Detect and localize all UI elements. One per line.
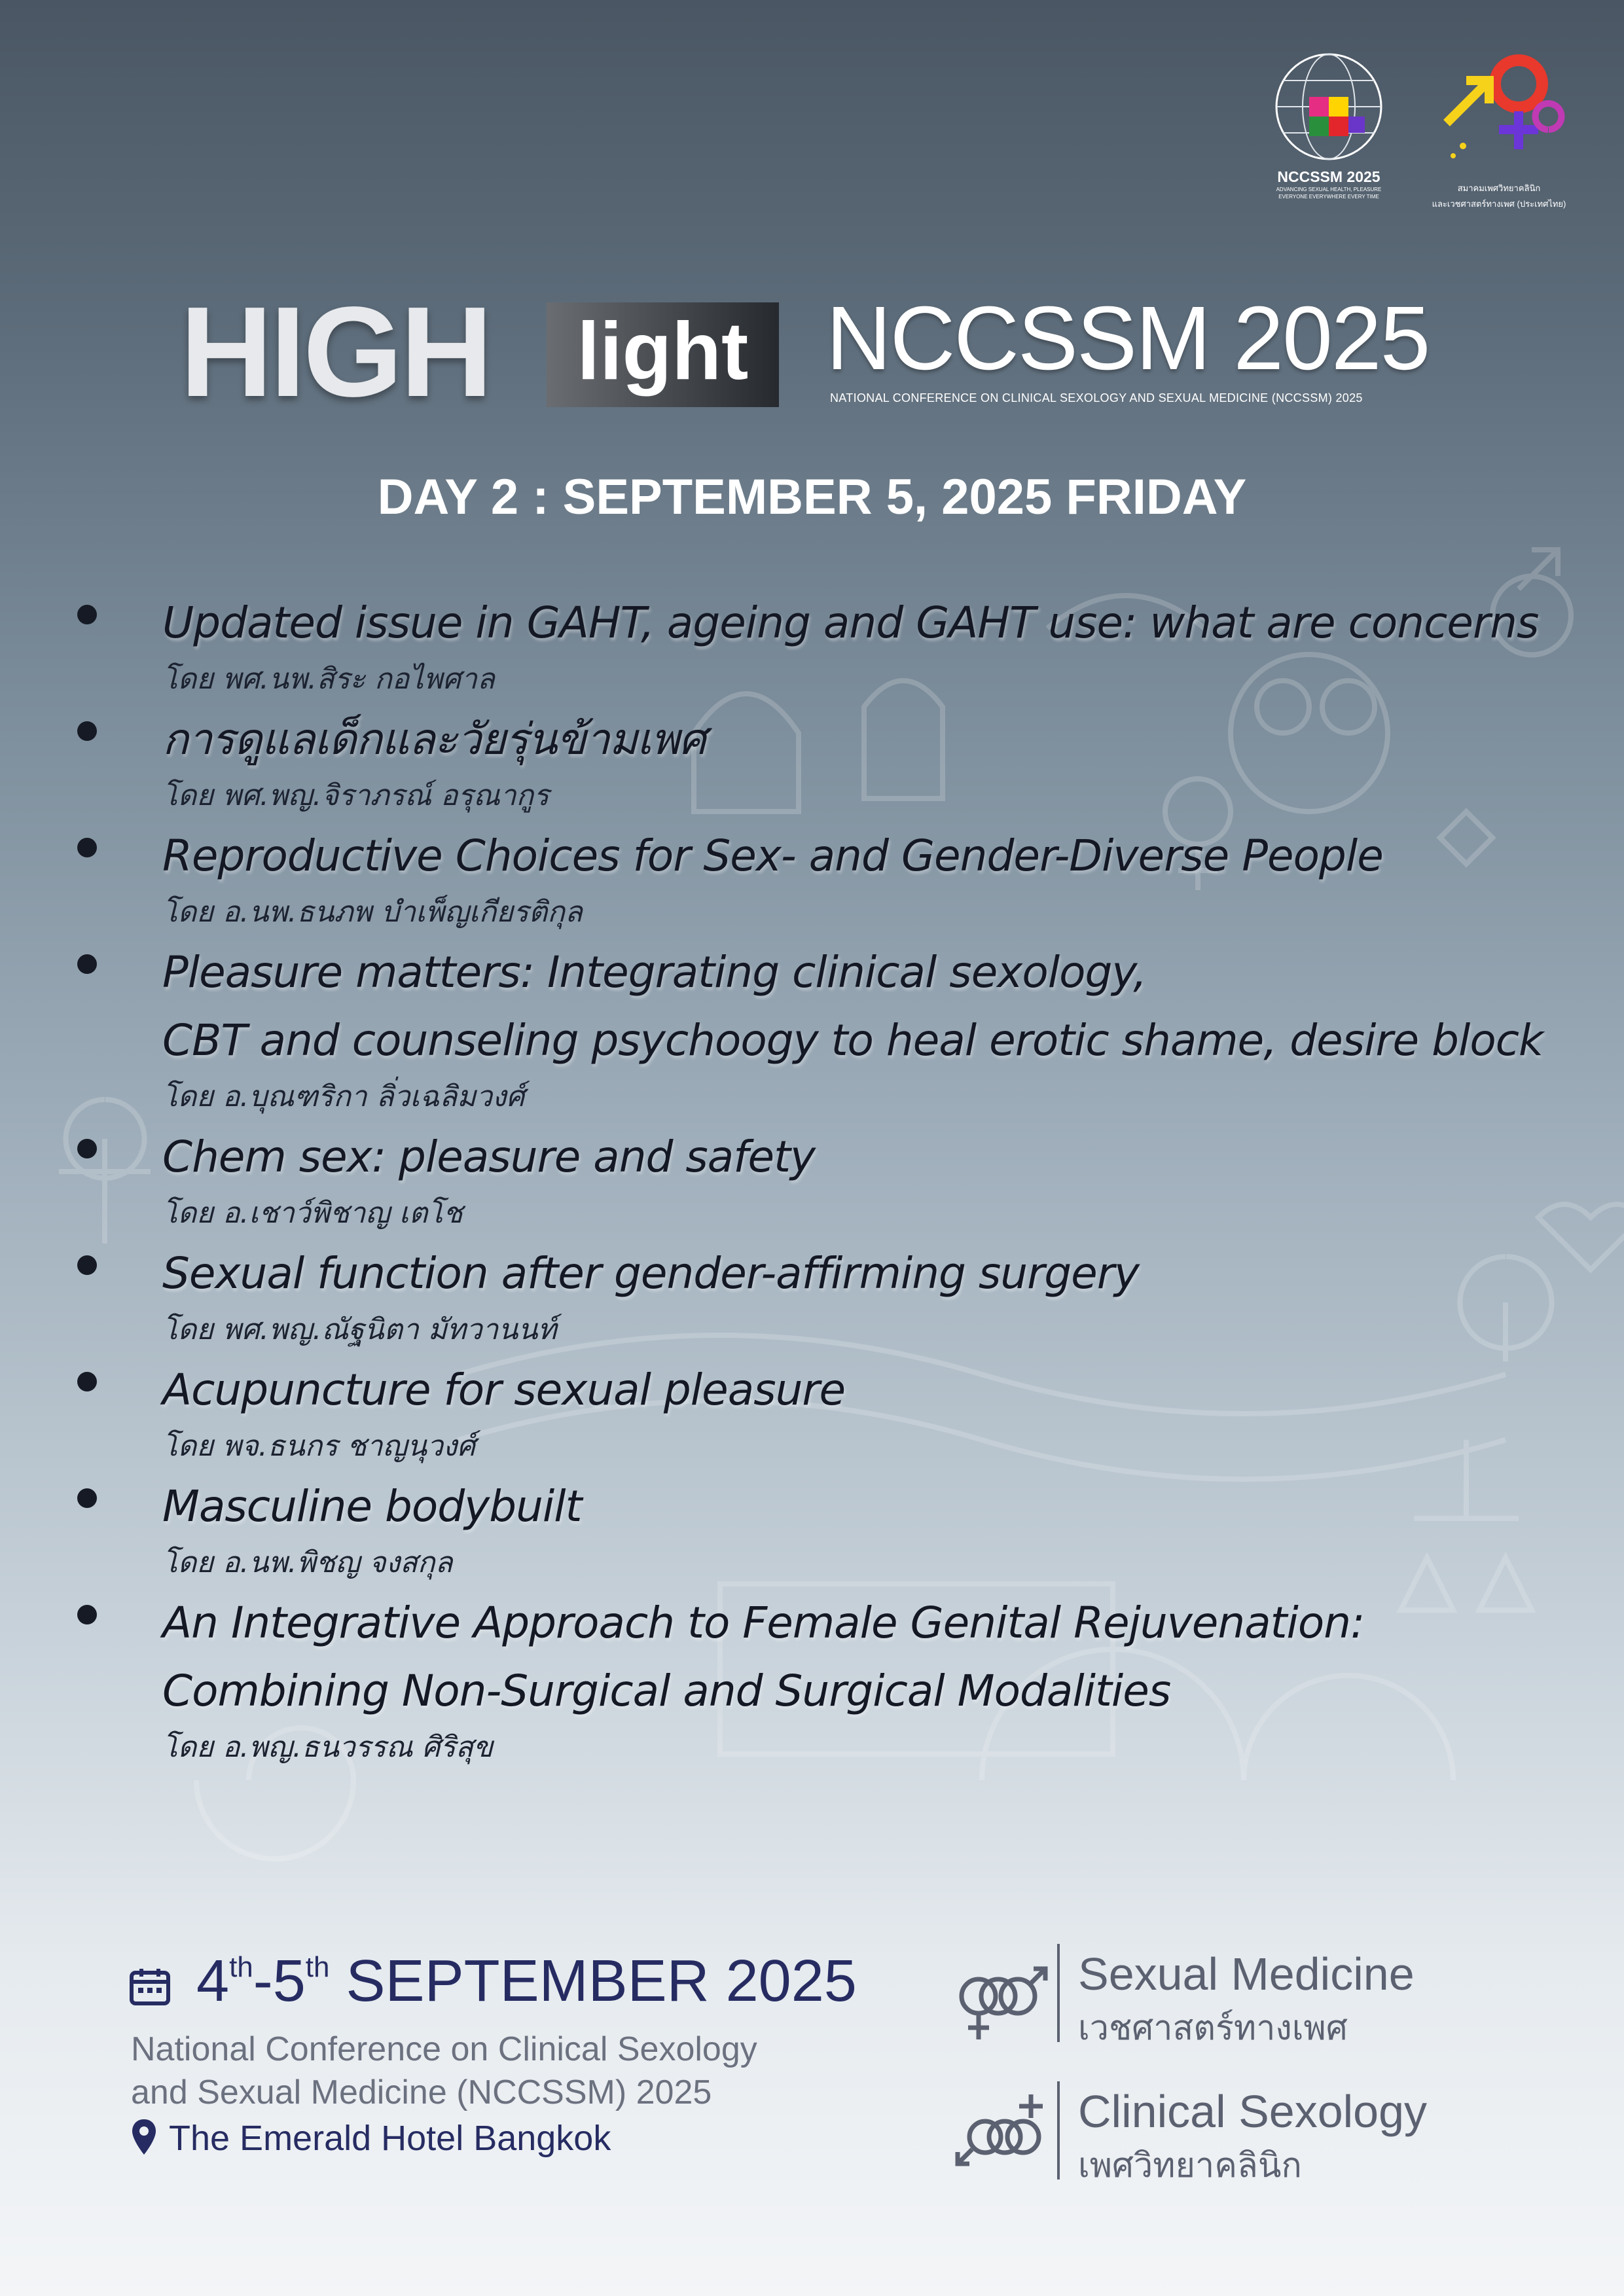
bullet (77, 605, 97, 624)
bullet (77, 1372, 97, 1391)
day-heading: DAY 2 : SEPTEMBER 5, 2025 FRIDAY (377, 469, 1247, 525)
session-item (0, 1473, 1624, 1585)
session-speaker: โดย อ.เชาว์พิชาญ เตโช (162, 1196, 463, 1230)
session-title: Sexual function after gender-affirming surgery (162, 1248, 1139, 1299)
session-title: Masculine bodybuilt (162, 1481, 582, 1532)
session-speaker: โดย พจ.ธนกร ชาญนุวงศ์ (162, 1429, 476, 1463)
session-title: การดูแลเด็กและวัยรุ่นข้ามเพศ (162, 714, 706, 764)
session-title-line-2: Combining Non-Surgical and Surgical Modalities (162, 1666, 1171, 1716)
date-end: -5 (253, 1948, 306, 2014)
association-logo (1414, 51, 1584, 210)
session-item (0, 1356, 1624, 1469)
session-item (0, 589, 1624, 702)
bullet (77, 1605, 97, 1624)
bullet (77, 1255, 97, 1275)
session-speaker: โดย พศ.พญ.ณัฐนิตา มัทวานนท์ (162, 1313, 557, 1346)
session-title: Pleasure matters: Integrating clinical sexology, (162, 947, 1147, 997)
session-item (0, 706, 1624, 818)
event-name: NCCSSM 2025 (826, 288, 1430, 389)
nccssm-logo (1267, 51, 1391, 200)
title-high: HIGH (180, 280, 490, 423)
brand-title-th: เพศวิทยาคลินิก (1078, 2147, 1302, 2185)
location-pin-icon (131, 2118, 157, 2157)
badge-tagline-1: ADVANCING SEXUAL HEALTH, PLEASURE (1276, 187, 1382, 192)
session-title: An Integrative Approach to Female Genital Rejuvenation: (162, 1598, 1365, 1648)
session-title: Acupuncture for sexual pleasure (162, 1365, 846, 1415)
conference-line-1: National Conference on Clinical Sexology (131, 2030, 757, 2068)
session-item (0, 1123, 1624, 1236)
session-speaker: โดย อ.นพ.ธนภพ บำเพ็ญเกียรติกุล (162, 895, 583, 929)
gender-plus-icon (952, 2088, 1051, 2179)
intertwined-gender-icon (952, 1957, 1051, 2049)
session-speaker: โดย อ.บุณฑริกา ลิ่วเฉลิมวงศ์ (162, 1080, 525, 1113)
session-title: Reproductive Choices for Sex- and Gender-Diverse People (162, 831, 1383, 881)
session-speaker: โดย พศ.พญ.จิราภรณ์ อรุณากูร (162, 779, 549, 812)
venue: The Emerald Hotel Bangkok (169, 2119, 611, 2158)
bullet (77, 1139, 97, 1158)
gender-symbols-logo-icon (1427, 51, 1571, 175)
session-title: Updated issue in GAHT, ageing and GAHT use: what are concerns (162, 598, 1539, 648)
bullet (77, 721, 97, 741)
brand-title-th: เวชศาสตร์ทางเพศ (1078, 2009, 1348, 2047)
session-speaker: โดย อ.นพ.พิชญ จงสกุล (162, 1546, 453, 1579)
association-name-2: และเวชศาสตร์ทางเพศ (ประเทศไทย) (1432, 199, 1566, 209)
association-name-1: สมาคมเพศวิทยาคลินิก (1457, 183, 1541, 193)
brand-title-en: Sexual Medicine (1078, 1948, 1415, 2000)
bullet (77, 838, 97, 857)
conference-name (131, 2028, 757, 2114)
session-item (0, 939, 1624, 1119)
divider (1057, 1944, 1060, 2042)
session-speaker: โดย พศ.นพ.สิระ กอไพศาล (162, 662, 495, 696)
divider (1057, 2081, 1060, 2179)
session-list (0, 589, 1624, 1774)
brand-title-en: Clinical Sexology (1078, 2086, 1428, 2137)
title-light: light (547, 302, 779, 407)
bullet (77, 954, 97, 974)
date-start: 4 (196, 1948, 230, 2014)
bullet (77, 1488, 97, 1508)
session-speaker: โดย อ.พญ.ธนวรรณ ศิริสุข (162, 1731, 494, 1764)
session-title-line-2: CBT and counseling psychoogy to heal erotic shame, desire block (162, 1015, 1543, 1066)
globe-logo-icon (1273, 51, 1384, 162)
event-subtitle: NATIONAL CONFERENCE ON CLINICAL SEXOLOGY AND SEXUAL MEDICINE (NCCSSM) 2025 (830, 391, 1363, 404)
calendar-icon (130, 1967, 170, 2005)
session-item (0, 822, 1624, 935)
badge-caption: NCCSSM 2025 (1277, 168, 1380, 185)
session-item (0, 1240, 1624, 1352)
date-month-year: SEPTEMBER 2025 (329, 1948, 857, 2014)
session-title: Chem sex: pleasure and safety (162, 1132, 816, 1182)
date-end-ordinal: th (305, 1951, 330, 1983)
date-start-ordinal: th (229, 1951, 253, 1983)
conference-line-2: and Sexual Medicine (NCCSSM) 2025 (131, 2073, 712, 2111)
event-dates (196, 1949, 857, 2014)
badge-tagline-2: EVERYONE EVERYWHERE EVERY TIME (1278, 194, 1379, 200)
session-item (0, 1589, 1624, 1770)
